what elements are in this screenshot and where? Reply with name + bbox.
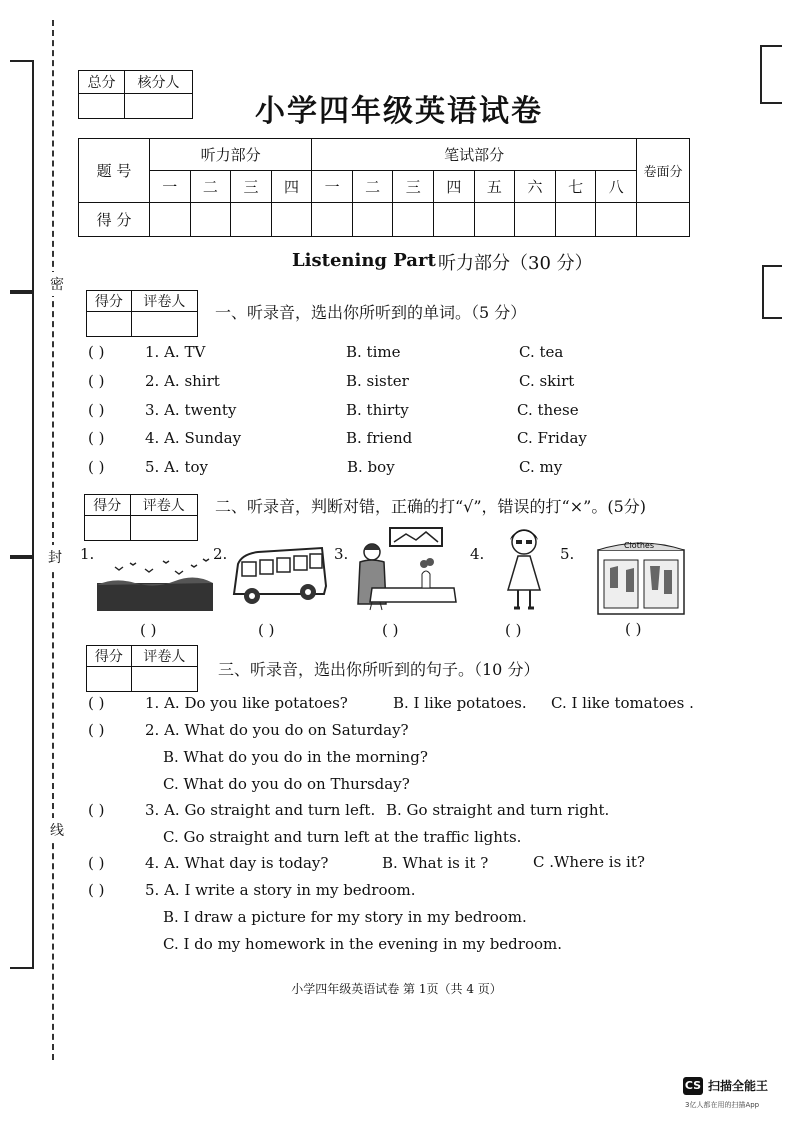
listening-col: 三 bbox=[231, 171, 272, 203]
picture-number: 4. bbox=[470, 545, 485, 563]
section1-title: 一、听录音，选出你所听到的单词。（5 分） bbox=[215, 303, 527, 322]
part-heading-en: Listening Part bbox=[292, 250, 436, 271]
grader-score-input[interactable] bbox=[85, 516, 131, 541]
picture-number: 3. bbox=[334, 545, 349, 563]
answer-blank[interactable]: ( ) bbox=[140, 621, 157, 639]
answer-blank[interactable]: ( ) bbox=[88, 343, 105, 361]
part-heading-cn: 听力部分（30 分） bbox=[438, 253, 593, 274]
option-a: 2. A. What do you do on Saturday? bbox=[145, 721, 409, 739]
option-a: 5. A. I write a story in my bedroom. bbox=[145, 881, 416, 899]
option-a: 4. A. Sunday bbox=[145, 429, 242, 447]
answer-blank[interactable]: ( ) bbox=[88, 429, 105, 447]
answer-blank[interactable]: ( ) bbox=[88, 458, 105, 476]
option-b: B. I draw a picture for my story in my bedroom. bbox=[163, 908, 527, 926]
writing-col: 五 bbox=[474, 171, 515, 203]
option-a: 5. A. toy bbox=[145, 458, 208, 476]
binding-char-mi: 密 bbox=[50, 272, 64, 296]
binding-bracket-bottom bbox=[10, 555, 34, 969]
score-cell[interactable] bbox=[596, 203, 637, 237]
score-cell[interactable] bbox=[352, 203, 393, 237]
total-score-box bbox=[78, 70, 193, 119]
option-a: 3. A. twenty bbox=[145, 401, 237, 419]
clothes-shop-picture bbox=[594, 536, 688, 616]
camscanner-tagline: 3亿人都在用的扫描App bbox=[685, 1101, 760, 1109]
listening-col: 一 bbox=[150, 171, 191, 203]
listening-col: 四 bbox=[271, 171, 312, 203]
answer-blank[interactable]: ( ) bbox=[88, 881, 105, 899]
birds-shore-picture bbox=[95, 555, 215, 615]
score-cell[interactable] bbox=[271, 203, 312, 237]
option-b: B. time bbox=[346, 343, 401, 361]
woman-table-picture bbox=[350, 526, 460, 612]
answer-blank[interactable]: ( ) bbox=[382, 621, 399, 639]
page-title: 小学四年级英语试卷 bbox=[255, 94, 543, 129]
writing-col: 八 bbox=[596, 171, 637, 203]
adjacent-page-fragment bbox=[762, 265, 782, 319]
writing-col: 一 bbox=[312, 171, 353, 203]
section3-title: 三、听录音，选出你所听到的句子。（10 分） bbox=[218, 660, 540, 679]
section2-title: 二、听录音，判断对错，正确的打“√”，错误的打“×”。(5分) bbox=[215, 497, 646, 516]
grader-box bbox=[86, 645, 198, 692]
bus-picture bbox=[228, 546, 328, 610]
binding-char-feng: 封 bbox=[48, 545, 62, 569]
option-c: C. skirt bbox=[519, 372, 575, 390]
score-cell[interactable] bbox=[231, 203, 272, 237]
writing-col: 二 bbox=[352, 171, 393, 203]
binding-dashed-line bbox=[52, 20, 54, 1060]
option-c: C .Where is it? bbox=[533, 853, 645, 871]
picture-number: 1. bbox=[80, 545, 95, 563]
option-a: 1. A. Do you like potatoes? bbox=[145, 694, 348, 712]
grader-score-input[interactable] bbox=[87, 312, 132, 337]
paper-score-label: 卷面分 bbox=[637, 139, 690, 203]
option-c: C. What do you do on Thursday? bbox=[163, 775, 410, 793]
item-number-label: 题 号 bbox=[79, 139, 150, 203]
option-b: B. I like potatoes. bbox=[393, 694, 527, 712]
option-c: C. Friday bbox=[517, 429, 587, 447]
score-cell[interactable] bbox=[190, 203, 231, 237]
score-row-label: 得 分 bbox=[79, 203, 150, 237]
option-c: C. Go straight and turn left at the traffic lights. bbox=[163, 828, 522, 846]
option-b: B. boy bbox=[347, 458, 395, 476]
answer-blank[interactable]: ( ) bbox=[258, 621, 275, 639]
answer-blank[interactable]: ( ) bbox=[88, 372, 105, 390]
grader-input[interactable] bbox=[131, 667, 197, 692]
grader-box bbox=[84, 494, 198, 541]
answer-blank[interactable]: ( ) bbox=[88, 801, 105, 819]
answer-blank[interactable]: ( ) bbox=[505, 621, 522, 639]
grader-label: 评卷人 bbox=[131, 646, 197, 667]
answer-blank[interactable]: ( ) bbox=[88, 401, 105, 419]
binding-bracket-top bbox=[10, 60, 34, 294]
camscanner-name: 扫描全能王 bbox=[708, 1079, 769, 1093]
grader-score-label: 得分 bbox=[87, 646, 132, 667]
score-table bbox=[78, 138, 690, 237]
option-c: C. these bbox=[517, 401, 579, 419]
grader-label: 评卷人 bbox=[130, 495, 198, 516]
option-c: C. I do my homework in the evening in my bedroom. bbox=[163, 935, 563, 953]
option-b: B. thirty bbox=[346, 401, 409, 419]
score-cell[interactable] bbox=[637, 203, 690, 237]
listening-header: 听力部分 bbox=[150, 139, 312, 171]
writing-col: 三 bbox=[393, 171, 434, 203]
option-a: 3. A. Go straight and turn left. bbox=[145, 801, 376, 819]
option-b: B. What do you do in the morning? bbox=[163, 748, 428, 766]
grader-score-input[interactable] bbox=[87, 667, 132, 692]
grader-score-label: 得分 bbox=[85, 495, 131, 516]
writing-col: 七 bbox=[555, 171, 596, 203]
answer-blank[interactable]: ( ) bbox=[625, 620, 642, 638]
adjacent-page-fragment bbox=[760, 45, 782, 104]
option-a: 4. A. What day is today? bbox=[145, 854, 329, 872]
shop-sign-text: Clothes bbox=[624, 541, 654, 550]
total-input[interactable] bbox=[79, 94, 125, 119]
binding-bracket-middle bbox=[10, 290, 34, 559]
option-a: 2. A. shirt bbox=[145, 372, 220, 390]
option-b: B. What is it ? bbox=[382, 854, 489, 872]
listening-col: 二 bbox=[190, 171, 231, 203]
score-cell[interactable] bbox=[434, 203, 475, 237]
option-b: B. sister bbox=[346, 372, 409, 390]
score-cell[interactable] bbox=[555, 203, 596, 237]
score-cell[interactable] bbox=[515, 203, 556, 237]
grader-box bbox=[86, 290, 198, 337]
picture-number: 5. bbox=[560, 545, 575, 563]
total-label: 总分 bbox=[79, 71, 125, 94]
writing-header: 笔试部分 bbox=[312, 139, 637, 171]
grader-input[interactable] bbox=[131, 312, 197, 337]
girl-picture bbox=[498, 526, 550, 616]
writing-col: 六 bbox=[515, 171, 556, 203]
answer-blank[interactable]: ( ) bbox=[88, 854, 105, 872]
binding-char-xian: 线 bbox=[50, 818, 64, 842]
grader-label: 评卷人 bbox=[131, 291, 197, 312]
option-c: C. my bbox=[519, 458, 563, 476]
writing-col: 四 bbox=[434, 171, 475, 203]
score-cell[interactable] bbox=[312, 203, 353, 237]
option-c: C. tea bbox=[519, 343, 564, 361]
checker-input[interactable] bbox=[124, 94, 192, 119]
score-cell[interactable] bbox=[474, 203, 515, 237]
option-b: B. friend bbox=[346, 429, 413, 447]
grader-score-label: 得分 bbox=[87, 291, 132, 312]
option-a: 1. A. TV bbox=[145, 343, 206, 361]
score-cell[interactable] bbox=[150, 203, 191, 237]
page-footer: 小学四年级英语试卷 第 1页（共 4 页） bbox=[291, 982, 502, 996]
option-b: B. Go straight and turn right. bbox=[386, 801, 610, 819]
score-cell[interactable] bbox=[393, 203, 434, 237]
answer-blank[interactable]: ( ) bbox=[88, 694, 105, 712]
option-c: C. I like tomatoes . bbox=[551, 694, 694, 712]
answer-blank[interactable]: ( ) bbox=[88, 721, 105, 739]
camscanner-logo: CS bbox=[683, 1077, 703, 1095]
checker-label: 核分人 bbox=[124, 71, 192, 94]
picture-number: 2. bbox=[213, 545, 228, 563]
grader-input[interactable] bbox=[130, 516, 198, 541]
